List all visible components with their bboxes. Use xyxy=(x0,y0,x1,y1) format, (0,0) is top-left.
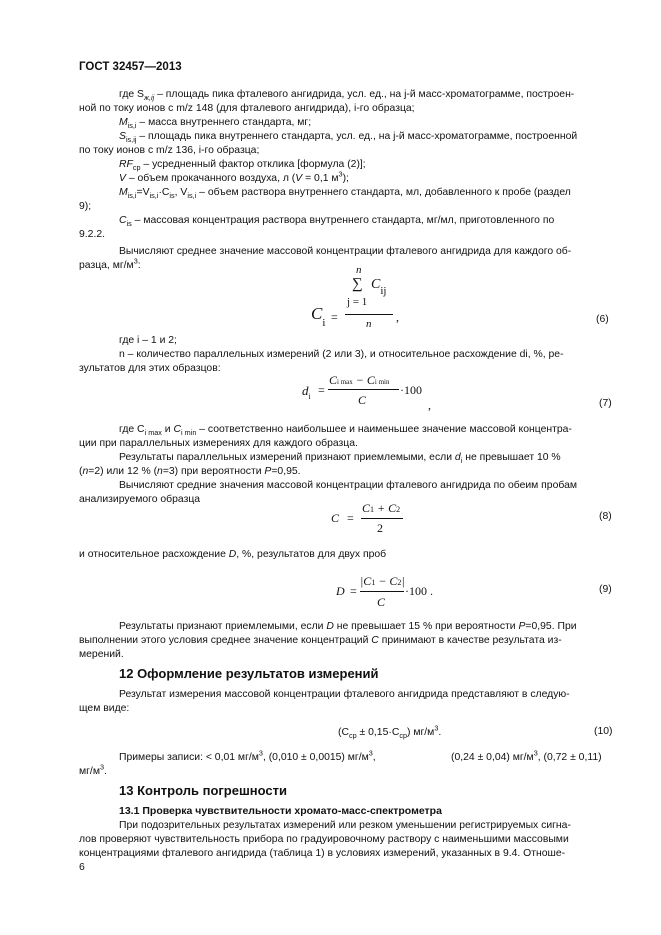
section-heading: 12 Оформление результатов измерений xyxy=(119,666,379,681)
paragraph-line: Результаты признают приемлемыми, если D не превышает 15 % при вероятности P=0,95. При xyxy=(119,621,577,632)
paragraph-line: Вычисляют средние значения массовой концентрации фталевого ангидрида по обеим пробам xyxy=(119,480,577,491)
sum-symbol: ∑ xyxy=(352,276,363,292)
fraction-bar xyxy=(328,389,399,390)
formula-number: (10) xyxy=(594,726,613,737)
paragraph-line: выполнении этого условия среднее значение концентраций C принимают в качестве результата из- xyxy=(79,635,562,646)
subsection-heading: 13.1 Проверка чувствительности хромато-масс-спектрометра xyxy=(119,805,442,817)
formula-comma: , xyxy=(396,310,399,324)
fraction-denominator: C xyxy=(358,393,367,407)
sum-lower-limit: j = 1 xyxy=(347,296,368,308)
fraction-bar xyxy=(345,314,393,315)
paragraph-line: концентрациями фталевого ангидрида (таблица 1) в условиях измерений, указанных в 9.4. Отноше- xyxy=(79,848,566,859)
multiplier: ·100 xyxy=(400,383,422,397)
fraction-numerator: Ci max − Ci min xyxy=(329,373,390,387)
definition-line: по току ионов с m/z 136, i-го образца; xyxy=(79,145,260,156)
paragraph-line: разца, $мг/м^3$: xyxy=(79,256,141,271)
fraction-denominator: 2 xyxy=(377,521,383,535)
examples-line: (0,24 ± 0,04) $мг/м^3$, (0,72 ± 0,11) xyxy=(451,748,602,763)
fraction-denominator: C xyxy=(377,595,386,609)
definition-line: 9.2.2. xyxy=(79,229,105,240)
formula-number: (7) xyxy=(599,398,612,409)
formula-10: $(C_{ср} \pm 0,15\cdot C_{ср})$ $мг/м^3$. xyxy=(338,723,442,741)
formula-lhs: C xyxy=(331,511,340,525)
formula-comma: , xyxy=(428,398,431,412)
definition-line: $M_{is,i}$ – масса внутреннего стандарта, мг; xyxy=(119,117,312,131)
examples-line: Примеры записи: < 0,01 $мг/м^3$, (0,010 ± 0,0015) $мг/м^3$, xyxy=(119,748,376,763)
equals-sign: = xyxy=(331,310,338,324)
multiplier: ·100 xyxy=(405,584,427,598)
paragraph-line: зультатов для этих образцов: xyxy=(79,363,221,374)
paragraph-line: анализируемого образца xyxy=(79,494,201,505)
formula-lhs: D xyxy=(336,584,345,598)
paragraph-line: n – количество параллельных измерений (2 или 3), и относительное расхождение di, %, ре- xyxy=(119,349,564,360)
paragraph-line: ции при параллельных измерениях для каждого образца. xyxy=(79,438,358,449)
definition-line: $M_{is,i}=V_{is,i}\cdot C_{is}$, $V_{is,i}$ – объем раствора внутреннего стандарта, мл, добавленного к пробе (раздел xyxy=(119,187,571,201)
paragraph-line: Результаты параллельных измерений признают приемлемыми, если $d_i$ не превышает 10 % xyxy=(119,452,561,466)
definition-line: ной по току ионов с m/z 148 (для фталевого ангидрида), i-го образца; xyxy=(79,103,415,114)
equals-sign: = xyxy=(318,383,325,397)
paragraph-line: При подозрительных результатах измерений или резком уменьшении регистрируемых сигна- xyxy=(119,820,571,831)
fraction-numerator: |C1 − C2| xyxy=(360,574,405,588)
sum-term: $C_{ij}$ xyxy=(371,277,387,297)
paragraph-line: где $C_{i max}$ и $C_{i min}$ – соответственно наибольшее и наименьшее значение массовой концентра- xyxy=(119,424,572,438)
formula-period: . xyxy=(430,584,433,598)
definition-line: $S_{is,ij}$ – площадь пика внутреннего стандарта, усл. ед., на j-й масс-хроматограмме, построенной xyxy=(119,131,578,145)
page-number: 6 xyxy=(79,862,85,873)
formula-number: (9) xyxy=(599,584,612,595)
fraction-bar xyxy=(360,591,404,592)
paragraph-line: Вычисляют среднее значение массовой концентрации фталевого ангидрида для каждого об- xyxy=(119,246,572,257)
formula-number: (8) xyxy=(599,511,612,522)
equals-sign: = xyxy=(350,584,357,598)
paragraph-line: Результат измерения массовой концентрации фталевого ангидрида представляют в следую- xyxy=(119,689,570,700)
section-heading: 13 Контроль погрешности xyxy=(119,783,288,798)
paragraph-line: мерений. xyxy=(79,649,124,660)
paragraph-line: лов проверяют чувствительность прибора по градуировочному раствору с наименьшими массовыми xyxy=(79,834,569,845)
examples-line: $мг/м^3$. xyxy=(79,762,107,777)
document-header: ГОСТ 32457—2013 xyxy=(79,61,182,73)
formula-lhs: $C_i$ xyxy=(311,304,326,329)
fraction-numerator: C1 + C2 xyxy=(362,501,401,515)
paragraph-line: и относительное расхождение D, %, результатов для двух проб xyxy=(79,549,387,560)
definition-line: V – объем прокачанного воздуха, л (V = 0,1 $м^3$); xyxy=(119,169,349,184)
formula-lhs: $d_i$ xyxy=(302,383,311,401)
definition-line: 9); xyxy=(79,201,92,212)
paragraph-line: где i – 1 и 2; xyxy=(119,335,177,346)
fraction-bar xyxy=(361,518,403,519)
paragraph-line: (n=2) или 12 % (n=3) при вероятности P=0,95. xyxy=(79,466,301,477)
definition-line: $C_{is}$ – массовая концентрация раствора внутреннего стандарта, мг/мл, приготовленного по xyxy=(119,215,555,229)
formula-number: (6) xyxy=(596,314,609,325)
fraction-denominator: n xyxy=(366,318,372,330)
definition-line: $RF_{ср}$ – усредненный фактор отклика [формула (2)]; xyxy=(119,159,366,173)
definition-line: где $S_{ж,ij}$ – площадь пика фталевого ангидрида, усл. ед., на j-й масс-хроматограмме, построен- xyxy=(119,89,575,103)
paragraph-line: щем виде: xyxy=(79,703,130,714)
equals-sign: = xyxy=(347,511,354,525)
sum-upper-limit: n xyxy=(356,264,362,276)
